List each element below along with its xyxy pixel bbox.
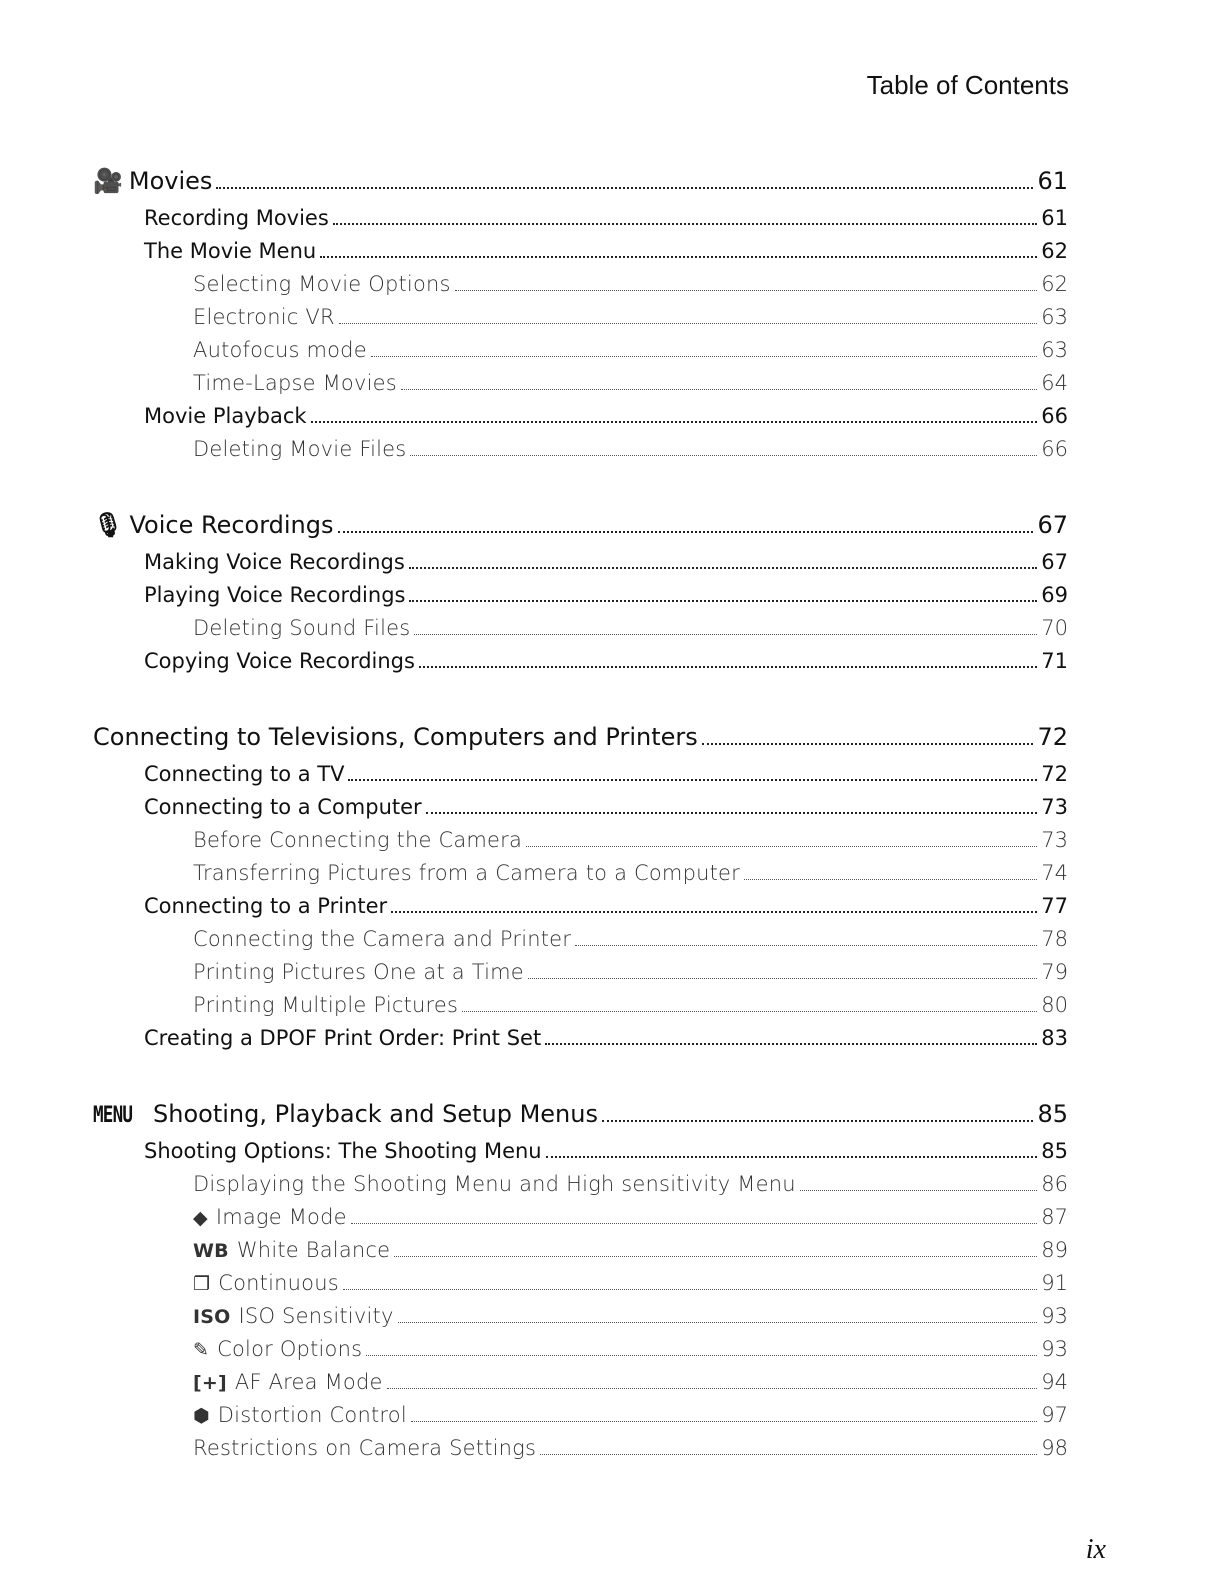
toc-entry-label: Connecting to a Computer	[144, 795, 422, 819]
dot-leader	[409, 567, 1037, 569]
toc-entry-page: 72	[1037, 723, 1068, 751]
toc-entry-page: 63	[1041, 305, 1068, 329]
toc-entry-page: 89	[1041, 1238, 1068, 1262]
dot-leader	[401, 389, 1037, 390]
microphone-icon: 🎙	[93, 511, 124, 539]
toc-section	[93, 504, 1068, 678]
toc-entry-page: 61	[1041, 206, 1068, 230]
toc-entry-label: Copying Voice Recordings	[144, 649, 415, 673]
toc-entry-page: 73	[1041, 795, 1068, 819]
dot-leader	[311, 421, 1038, 423]
toc-entry-page: 87	[1041, 1205, 1068, 1229]
toc-entry-level-3[interactable]	[93, 301, 1068, 334]
toc-entry-level-1[interactable]	[93, 1093, 1068, 1135]
dot-leader	[351, 1223, 1038, 1224]
dot-leader	[338, 531, 1034, 533]
dot-leader	[320, 256, 1037, 258]
toc-entry-title	[144, 235, 316, 268]
toc-entry-level-3[interactable]	[93, 1399, 1068, 1432]
toc-entry-title	[193, 956, 524, 989]
toc-entry-title	[144, 645, 415, 678]
toc-entry-page: 91	[1041, 1271, 1068, 1295]
toc-entry-label: Distortion Control	[217, 1403, 407, 1427]
toc-entry-title	[144, 546, 405, 579]
toc-entry-title	[193, 923, 571, 956]
dot-leader	[546, 1156, 1038, 1158]
toc-entry-level-3[interactable]	[93, 1333, 1068, 1366]
toc-entry-title	[93, 1093, 598, 1137]
toc-entry-level-3[interactable]	[93, 334, 1068, 367]
toc-entry-level-3[interactable]	[93, 956, 1068, 989]
toc-entry-level-3[interactable]	[93, 923, 1068, 956]
toc-entry-title	[193, 824, 522, 857]
toc-entry-level-1[interactable]	[93, 160, 1068, 202]
toc-entry-title	[193, 1300, 394, 1334]
toc-section	[93, 1093, 1068, 1465]
toc-entry-page: 61	[1037, 167, 1068, 195]
dot-leader	[744, 879, 1037, 880]
toc-entry-page: 93	[1041, 1337, 1068, 1361]
toc-entry-label: The Movie Menu	[144, 239, 317, 263]
dot-leader	[545, 1043, 1037, 1045]
dot-leader	[348, 779, 1037, 781]
toc-entry-page: 71	[1041, 649, 1068, 673]
toc-entry-page: 85	[1037, 1100, 1068, 1128]
toc-entry-title	[144, 758, 344, 791]
distortion-control-icon: ⬢	[193, 1405, 210, 1427]
toc-entry-label: Connecting the Camera and Printer	[193, 927, 572, 951]
toc-entry-title	[193, 268, 451, 301]
dot-leader	[411, 1421, 1037, 1422]
toc-entry-page: 73	[1041, 828, 1068, 852]
toc-entry-title	[144, 791, 422, 824]
toc-entry-label: Selecting Movie Options	[193, 272, 451, 296]
dot-leader	[414, 634, 1037, 635]
toc-entry-page: 98	[1041, 1436, 1068, 1460]
toc-entry-label: Shooting Options: The Shooting Menu	[144, 1139, 542, 1163]
toc-entry-level-3[interactable]	[93, 1300, 1068, 1333]
toc-entry-title	[144, 202, 329, 235]
toc-entry-level-2[interactable]	[93, 890, 1068, 923]
toc-entry-level-2[interactable]	[93, 1135, 1068, 1168]
toc-entry-level-3[interactable]	[93, 1366, 1068, 1399]
toc-entry-label: Movies	[128, 167, 213, 195]
toc-entry-title	[193, 1432, 536, 1465]
toc-entry-label: ISO Sensitivity	[238, 1304, 394, 1328]
table-of-contents	[93, 160, 1068, 1503]
dot-leader	[366, 1355, 1037, 1356]
toc-entry-title	[193, 1201, 347, 1235]
toc-entry-label: AF Area Mode	[234, 1370, 383, 1394]
page-number: ix	[1085, 1534, 1106, 1565]
toc-entry-page: 64	[1041, 371, 1068, 395]
toc-entry-title	[144, 579, 405, 612]
toc-entry-level-3[interactable]	[93, 268, 1068, 301]
toc-entry-title	[193, 1267, 339, 1301]
toc-entry-title	[193, 1234, 390, 1268]
toc-entry-level-3[interactable]	[93, 824, 1068, 857]
dot-leader	[343, 1289, 1037, 1290]
toc-entry-title	[193, 1168, 796, 1201]
toc-entry-page: 80	[1041, 993, 1068, 1017]
toc-entry-label: Printing Pictures One at a Time	[193, 960, 524, 984]
toc-entry-title	[93, 716, 698, 758]
dot-leader	[455, 290, 1038, 291]
toc-entry-level-3[interactable]	[93, 367, 1068, 400]
toc-entry-page: 66	[1041, 404, 1068, 428]
toc-entry-level-3[interactable]	[93, 1267, 1068, 1300]
toc-entry-label: Voice Recordings	[129, 511, 334, 539]
toc-entry-level-3[interactable]	[93, 989, 1068, 1022]
dot-leader	[462, 1011, 1037, 1012]
toc-entry-level-2[interactable]	[93, 579, 1068, 612]
toc-entry-level-1[interactable]	[93, 504, 1068, 546]
toc-entry-page: 66	[1041, 437, 1068, 461]
toc-entry-page: 83	[1041, 1026, 1068, 1050]
toc-entry-page: 79	[1041, 960, 1068, 984]
dot-leader	[528, 978, 1037, 979]
toc-entry-title	[193, 1399, 407, 1433]
dot-leader	[575, 945, 1037, 946]
toc-entry-label: Shooting, Playback and Setup Menus	[153, 1100, 598, 1128]
toc-entry-label: Time-Lapse Movies	[193, 371, 397, 395]
toc-entry-label: Connecting to Televisions, Computers and Printers	[93, 723, 698, 751]
af-area-icon: [+]	[193, 1372, 227, 1394]
toc-entry-title	[193, 433, 406, 466]
dot-leader	[387, 1388, 1038, 1389]
toc-entry-title	[193, 857, 740, 890]
toc-entry-title	[93, 504, 334, 546]
toc-entry-label: Connecting to a Printer	[144, 894, 388, 918]
toc-entry-page: 69	[1041, 583, 1068, 607]
toc-entry-label: Color Options	[217, 1337, 363, 1361]
toc-entry-page: 62	[1041, 239, 1068, 263]
toc-entry-title	[144, 890, 387, 923]
dot-leader	[333, 223, 1037, 225]
toc-entry-level-1[interactable]	[93, 716, 1068, 758]
image-mode-icon: ◆	[193, 1207, 208, 1229]
toc-entry-label: Recording Movies	[144, 206, 329, 230]
toc-entry-level-2[interactable]	[93, 645, 1068, 678]
toc-entry-title	[144, 1135, 542, 1168]
white-balance-icon: WB	[193, 1240, 229, 1262]
dot-leader	[371, 356, 1037, 357]
toc-entry-label: Connecting to a TV	[144, 762, 345, 786]
color-options-icon: ✎	[193, 1339, 210, 1361]
toc-entry-level-3[interactable]	[93, 1168, 1068, 1201]
dot-leader	[398, 1322, 1038, 1323]
toc-entry-title	[93, 160, 212, 202]
toc-entry-page: 78	[1041, 927, 1068, 951]
toc-entry-page: 63	[1041, 338, 1068, 362]
toc-entry-page: 62	[1041, 272, 1068, 296]
iso-icon: ISO	[193, 1306, 231, 1328]
dot-leader	[526, 846, 1037, 847]
toc-entry-title	[193, 1366, 383, 1400]
toc-entry-label: Creating a DPOF Print Order: Print Set	[144, 1026, 542, 1050]
dot-leader	[410, 455, 1037, 456]
toc-entry-label: Printing Multiple Pictures	[193, 993, 459, 1017]
toc-entry-level-3[interactable]	[93, 612, 1068, 645]
toc-entry-page: 72	[1041, 762, 1068, 786]
toc-entry-title	[193, 301, 335, 334]
toc-entry-page: 74	[1041, 861, 1068, 885]
toc-entry-level-2[interactable]	[93, 400, 1068, 433]
toc-entry-label: Continuous	[218, 1271, 339, 1295]
toc-entry-level-3[interactable]	[93, 1201, 1068, 1234]
toc-entry-label: Transferring Pictures from a Camera to a Computer	[193, 861, 741, 885]
toc-entry-label: Playing Voice Recordings	[144, 583, 406, 607]
dot-leader	[702, 743, 1034, 745]
toc-entry-label: Electronic VR	[193, 305, 335, 329]
toc-entry-label: Making Voice Recordings	[144, 550, 405, 574]
dot-leader	[800, 1190, 1038, 1191]
dot-leader	[391, 911, 1037, 913]
toc-entry-page: 93	[1041, 1304, 1068, 1328]
toc-entry-label: Restrictions on Camera Settings	[193, 1436, 537, 1460]
dot-leader	[394, 1256, 1037, 1257]
dot-leader	[409, 600, 1037, 602]
toc-entry-level-2[interactable]	[93, 758, 1068, 791]
toc-entry-level-3[interactable]	[93, 1432, 1068, 1465]
toc-entry-level-2[interactable]	[93, 791, 1068, 824]
toc-entry-label: Before Connecting the Camera	[193, 828, 523, 852]
menu-icon: MENU	[93, 1103, 133, 1128]
toc-entry-title	[193, 612, 410, 645]
toc-entry-label: Deleting Sound Files	[193, 616, 411, 640]
toc-entry-page: 77	[1041, 894, 1068, 918]
toc-entry-page: 86	[1041, 1172, 1068, 1196]
toc-entry-page: 67	[1041, 550, 1068, 574]
toc-entry-title	[193, 334, 367, 367]
dot-leader	[339, 323, 1038, 324]
toc-entry-page: 97	[1041, 1403, 1068, 1427]
page-header-title: Table of Contents	[866, 70, 1069, 100]
toc-entry-page: 70	[1041, 616, 1068, 640]
toc-entry-level-2[interactable]	[93, 235, 1068, 268]
continuous-icon: ❐	[193, 1273, 211, 1295]
toc-entry-label: Image Mode	[215, 1205, 347, 1229]
dot-leader	[419, 666, 1037, 668]
toc-entry-label: Movie Playback	[144, 404, 307, 428]
toc-entry-title	[193, 367, 397, 400]
toc-entry-label: Autofocus mode	[193, 338, 367, 362]
toc-section	[93, 160, 1068, 466]
dot-leader	[602, 1120, 1033, 1122]
dot-leader	[216, 187, 1033, 189]
toc-entry-level-2[interactable]	[93, 546, 1068, 579]
toc-entry-level-2[interactable]	[93, 202, 1068, 235]
dot-leader	[426, 812, 1038, 814]
toc-entry-page: 94	[1041, 1370, 1068, 1394]
toc-entry-title	[193, 989, 458, 1022]
toc-entry-page: 85	[1041, 1139, 1068, 1163]
toc-entry-level-2[interactable]	[93, 1022, 1068, 1055]
toc-entry-label: White Balance	[236, 1238, 391, 1262]
movie-camera-icon: 🎥	[93, 167, 123, 195]
toc-entry-level-3[interactable]	[93, 433, 1068, 466]
toc-entry-label: Deleting Movie Files	[193, 437, 407, 461]
toc-entry-title	[193, 1333, 362, 1367]
toc-entry-page: 67	[1037, 511, 1068, 539]
toc-entry-title	[144, 1022, 541, 1055]
toc-entry-title	[144, 400, 307, 433]
toc-entry-label: Displaying the Shooting Menu and High sensitivity Menu	[193, 1172, 796, 1196]
toc-entry-level-3[interactable]	[93, 1234, 1068, 1267]
toc-section	[93, 716, 1068, 1055]
dot-leader	[540, 1454, 1037, 1455]
toc-entry-level-3[interactable]	[93, 857, 1068, 890]
